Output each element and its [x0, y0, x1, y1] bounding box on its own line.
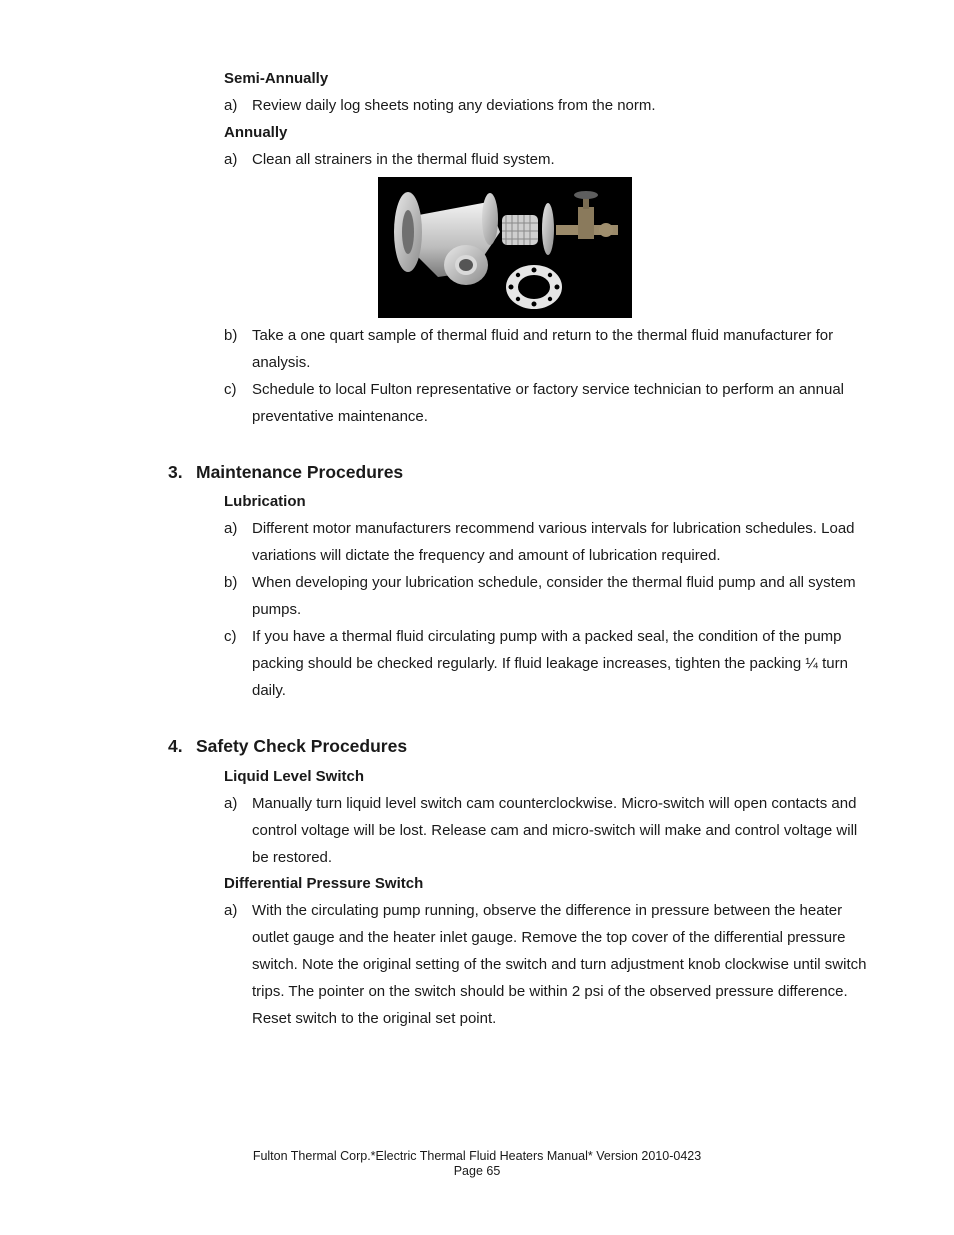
item-text: Manually turn liquid level switch cam counterclockwise. Micro-switch will open contacts and control voltage will be lost. Release cam and micro-switch will make and control voltage will be restored.: [252, 795, 858, 866]
maintenance-procedures-heading: [168, 461, 403, 483]
list-item: [224, 92, 874, 119]
section-number: 4.: [168, 736, 183, 756]
item-text: Take a one quart sample of thermal fluid and return to the thermal fluid manufacturer for analysis.: [252, 327, 834, 371]
item-label: b): [224, 327, 238, 344]
lubrication-heading: Lubrication: [224, 493, 306, 510]
item-label: a): [224, 902, 238, 919]
item-label: a): [224, 520, 238, 537]
item-text: If you have a thermal fluid circulating pump with a packed seal, the condition of the pump packing should be checked regularly. If fluid leakage increases, tighten the packing ¼ turn daily.: [252, 628, 848, 699]
annually-heading: Annually: [224, 124, 288, 141]
item-label: c): [224, 628, 237, 645]
item-text: When developing your lubrication schedule, consider the thermal fluid pump and all system pumps.: [252, 574, 856, 618]
differential-pressure-switch-heading: Differential Pressure Switch: [224, 875, 424, 892]
item-label: b): [224, 574, 238, 591]
list-item: [224, 515, 874, 569]
list-item: [224, 146, 874, 173]
footer-manual-title: Fulton Thermal Corp.*Electric Thermal Fluid Heaters Manual* Version 2010-0423: [252, 1149, 702, 1163]
strainer-illustration: [378, 177, 632, 318]
item-label: a): [224, 97, 238, 114]
list-item: [224, 376, 874, 430]
item-text: Different motor manufacturers recommend various intervals for lubrication schedules. Load variations will dictate the frequency and amount of lubrication required.: [252, 520, 855, 564]
list-item: [224, 790, 874, 871]
section-title: Maintenance Procedures: [196, 462, 404, 482]
strainer-photo: [378, 177, 632, 318]
section-number: 3.: [168, 462, 183, 482]
list-item: [224, 897, 874, 1032]
item-text: Clean all strainers in the thermal fluid system.: [252, 151, 555, 168]
item-text: With the circulating pump running, observe the difference in pressure between the heater outlet gauge and the heater inlet gauge. Remove the top cover of the differential pressure switch. Note the original setting of the switch and turn adjustment knob clockwise until switch trips. The pointer on the switch should be within 2 psi of the observed pressure difference. Reset switch to the original set point.: [252, 902, 867, 1027]
footer-page-number: Page 65: [453, 1164, 501, 1178]
item-text: Schedule to local Fulton representative or factory service technician to perform an annual preventative maintenance.: [252, 381, 844, 425]
list-item: [224, 322, 874, 376]
section-title: Safety Check Procedures: [196, 736, 408, 756]
item-label: a): [224, 795, 238, 812]
safety-check-procedures-heading: [168, 735, 407, 757]
list-item: [224, 623, 874, 704]
semi-annually-heading: Semi-Annually: [224, 70, 329, 87]
item-text: Review daily log sheets noting any deviations from the norm.: [252, 97, 656, 114]
list-item: [224, 569, 874, 623]
item-label: a): [224, 151, 238, 168]
liquid-level-switch-heading: Liquid Level Switch: [224, 768, 365, 785]
item-label: c): [224, 381, 237, 398]
